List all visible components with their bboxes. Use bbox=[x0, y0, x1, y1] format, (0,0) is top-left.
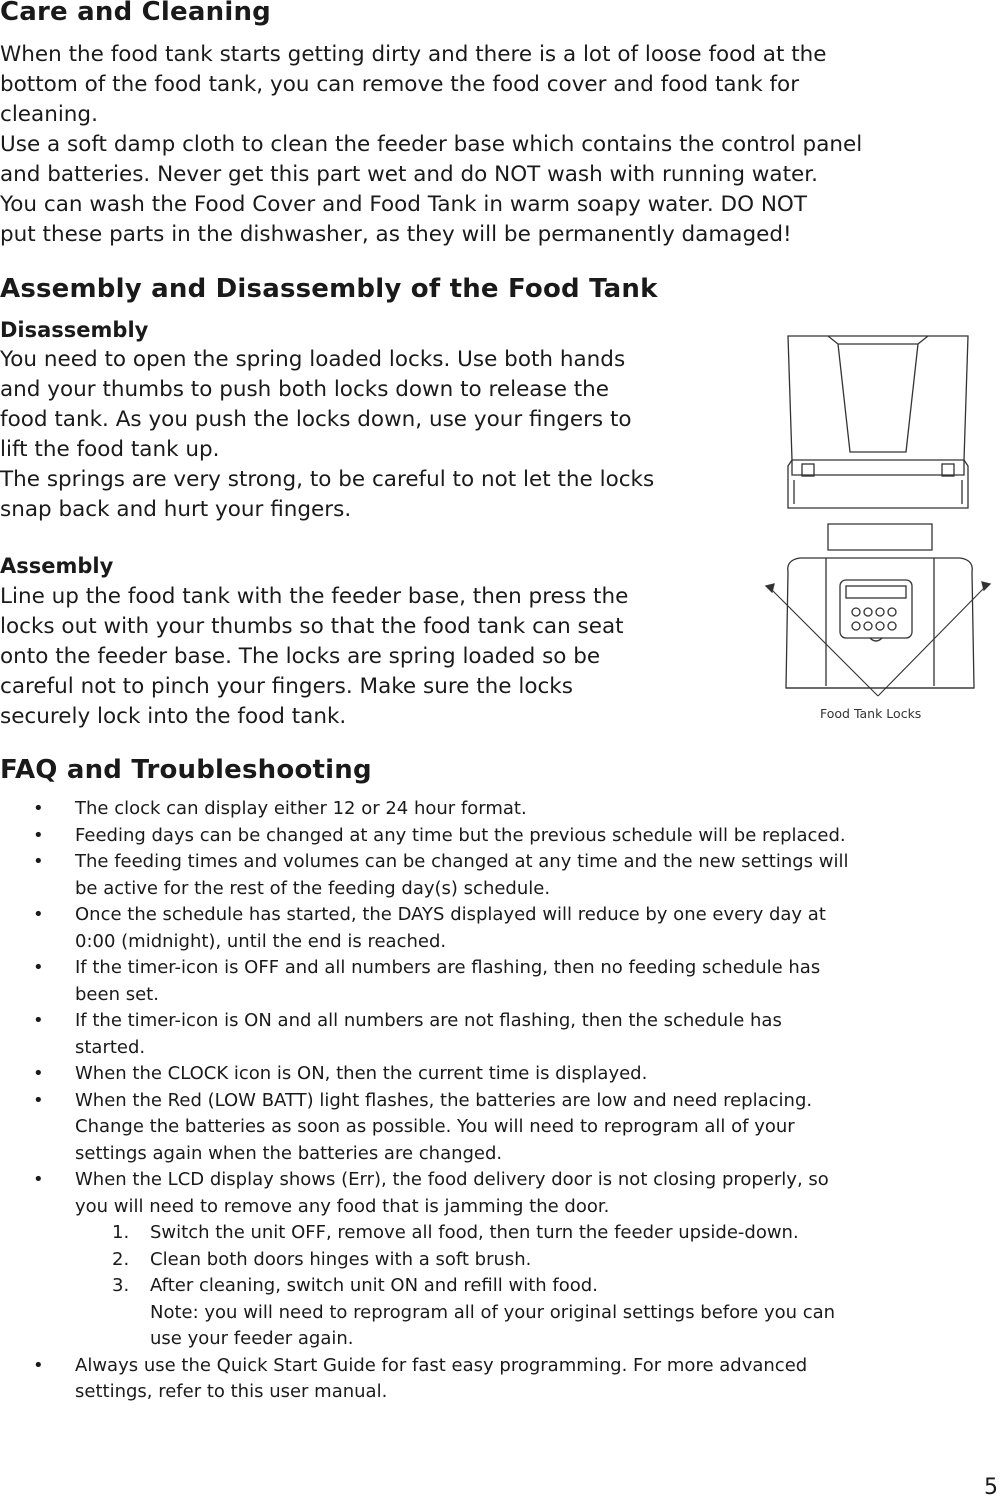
faq-item bbox=[0, 955, 1002, 1008]
disassembly-line: The springs are very strong, to be careful to not let the locks bbox=[0, 467, 655, 492]
bullet: • bbox=[33, 1010, 44, 1031]
bullet: • bbox=[33, 851, 44, 872]
faq-title: FAQ and Troubleshooting bbox=[0, 755, 372, 785]
faq-item bbox=[0, 1008, 1002, 1061]
bullet: • bbox=[33, 904, 44, 925]
care-line: put these parts in the dishwasher, as they will be permanently damaged! bbox=[0, 222, 792, 247]
disassembly-line: lift the food tank up. bbox=[0, 437, 220, 462]
bullet: • bbox=[33, 1169, 44, 1190]
faq-text: settings, refer to this user manual. bbox=[75, 1381, 388, 1402]
assembly-paragraph bbox=[0, 582, 628, 732]
faq-text: When the CLOCK icon is ON, then the current time is displayed. bbox=[75, 1063, 648, 1084]
bullet: • bbox=[33, 1354, 44, 1376]
food-tank-illustration bbox=[778, 330, 978, 512]
faq-text: When the LCD display shows (Err), the food delivery door is not closing properly, so bbox=[75, 1169, 829, 1190]
assembly-title: Assembly and Disassembly of the Food Tank bbox=[0, 274, 658, 304]
disassembly-line: and your thumbs to push both locks down to release the bbox=[0, 377, 610, 402]
disassembly-line: snap back and hurt your fingers. bbox=[0, 497, 352, 522]
step-text: After cleaning, switch unit ON and refill with food. bbox=[150, 1275, 598, 1296]
faq-text: If the timer-icon is OFF and all numbers are flashing, then no feeding schedule has bbox=[75, 957, 821, 978]
faq-item bbox=[0, 823, 1002, 850]
faq-item bbox=[0, 1167, 1002, 1353]
faq-item bbox=[0, 902, 1002, 955]
bullet: • bbox=[33, 798, 44, 819]
faq-item bbox=[0, 1061, 1002, 1088]
step-text: Note: you will need to reprogram all of your original settings before you can bbox=[150, 1301, 836, 1323]
faq-text: The clock can display either 12 or 24 hour format. bbox=[75, 798, 527, 819]
faq-text: Feeding days can be changed at any time but the previous schedule will be replaced. bbox=[75, 824, 846, 846]
bullet: • bbox=[33, 957, 44, 978]
faq-text: you will need to remove any food that is jamming the door. bbox=[75, 1195, 610, 1217]
faq-text: 0:00 (midnight), until the end is reached. bbox=[75, 930, 447, 952]
care-line: Use a soft damp cloth to clean the feeder base which contains the control panel bbox=[0, 132, 863, 157]
faq-item bbox=[0, 796, 1002, 823]
assembly-line: securely lock into the food tank. bbox=[0, 704, 347, 729]
figure-caption: Food Tank Locks bbox=[820, 706, 922, 721]
assembly-line: locks out with your thumbs so that the food tank can seat bbox=[0, 614, 624, 639]
step-text: Clean both doors hinges with a soft brush. bbox=[150, 1248, 532, 1270]
step-item bbox=[75, 1273, 1002, 1353]
faq-item bbox=[0, 1088, 1002, 1168]
step-item bbox=[75, 1220, 1002, 1247]
care-line: You can wash the Food Cover and Food Tank in warm soapy water. DO NOT bbox=[0, 192, 807, 217]
step-item bbox=[75, 1247, 1002, 1274]
feeder-base-illustration bbox=[760, 520, 1002, 705]
faq-text: started. bbox=[75, 1036, 146, 1058]
bullet: • bbox=[33, 1063, 44, 1084]
step-number: 2. bbox=[112, 1248, 130, 1270]
faq-text: be active for the rest of the feeding day(s) schedule. bbox=[75, 877, 551, 899]
faq-text: Change the batteries as soon as possible. You will need to reprogram all of your bbox=[75, 1116, 795, 1137]
disassembly-line: You need to open the spring loaded locks. Use both hands bbox=[0, 347, 626, 372]
faq-text: Once the schedule has started, the DAYS displayed will reduce by one every day at bbox=[75, 904, 826, 925]
step-text: Switch the unit OFF, remove all food, then turn the feeder upside-down. bbox=[150, 1222, 799, 1243]
care-title: Care and Cleaning bbox=[0, 0, 271, 27]
step-text: use your feeder again. bbox=[150, 1328, 354, 1349]
disassembly-paragraph bbox=[0, 345, 654, 525]
faq-item bbox=[0, 849, 1002, 902]
step-number: 1. bbox=[112, 1222, 130, 1243]
disassembly-line: food tank. As you push the locks down, use your fingers to bbox=[0, 407, 632, 432]
step-number: 3. bbox=[112, 1275, 130, 1296]
faq-text: When the Red (LOW BATT) light flashes, the batteries are low and need replacing. bbox=[75, 1089, 813, 1111]
care-line: cleaning. bbox=[0, 102, 98, 127]
assembly-line: onto the feeder base. The locks are spring loaded so be bbox=[0, 644, 601, 669]
faq-list bbox=[0, 796, 1002, 1406]
assembly-line: careful not to pinch your fingers. Make sure the locks bbox=[0, 674, 573, 699]
disassembly-heading: Disassembly bbox=[0, 318, 149, 342]
faq-text: Always use the Quick Start Guide for fast easy programming. For more advanced bbox=[75, 1354, 808, 1376]
bullet: • bbox=[33, 1089, 44, 1111]
troubleshoot-steps bbox=[75, 1220, 1002, 1353]
care-line: and batteries. Never get this part wet and do NOT wash with running water. bbox=[0, 162, 818, 187]
assembly-line: Line up the food tank with the feeder base, then press the bbox=[0, 584, 629, 609]
assembly-heading: Assembly bbox=[0, 554, 114, 578]
faq-item bbox=[0, 1353, 1002, 1406]
care-paragraph bbox=[0, 40, 862, 250]
faq-text: been set. bbox=[75, 983, 159, 1005]
bullet: • bbox=[33, 824, 44, 846]
care-line: When the food tank starts getting dirty and there is a lot of loose food at the bbox=[0, 42, 827, 67]
faq-text: settings again when the batteries are changed. bbox=[75, 1142, 503, 1164]
faq-text: If the timer-icon is ON and all numbers are not flashing, then the schedule has bbox=[75, 1010, 782, 1031]
faq-text: The feeding times and volumes can be changed at any time and the new settings will bbox=[75, 851, 849, 872]
page-number: 5 bbox=[984, 1475, 998, 1500]
care-line: bottom of the food tank, you can remove the food cover and food tank for bbox=[0, 72, 800, 97]
